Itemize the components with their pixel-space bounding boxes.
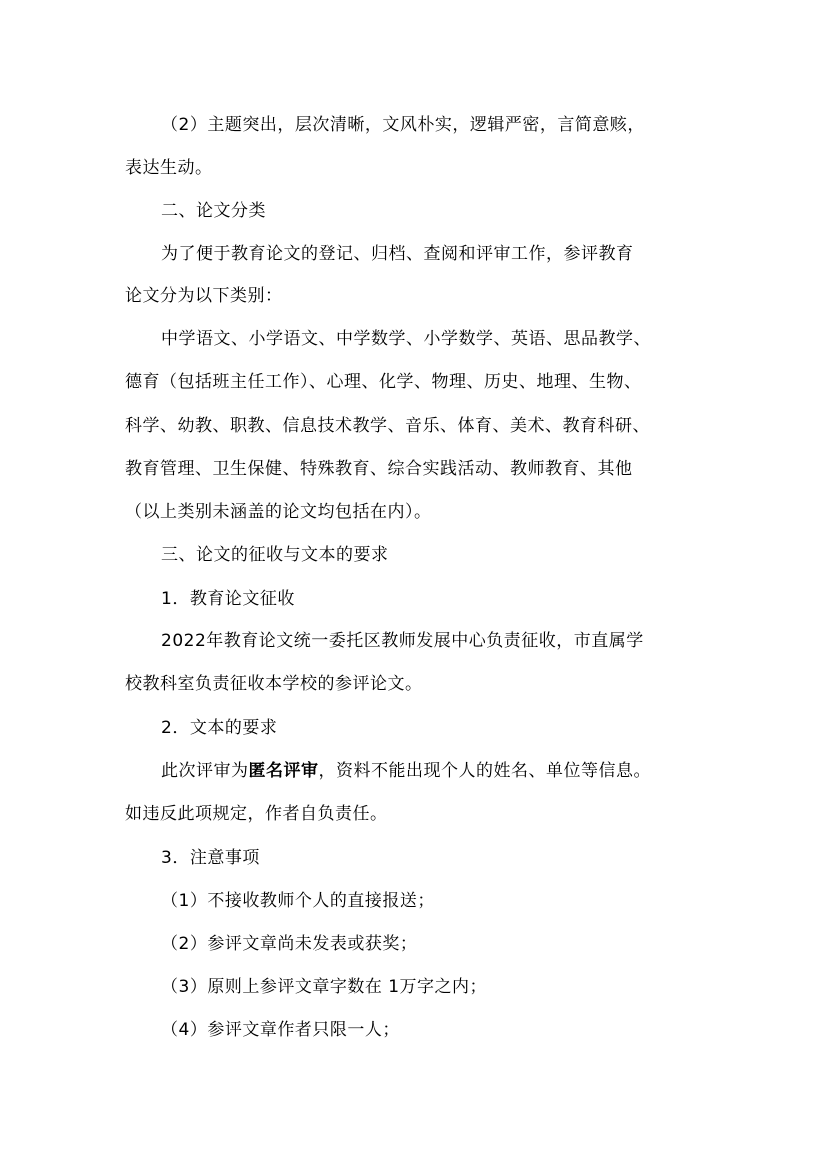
paragraph-line	[125, 502, 432, 522]
text-segment: 此次评审为	[161, 761, 249, 781]
text-segment: （以上类别未涵盖的论文均包括在内）。	[125, 502, 432, 522]
text-segment: （2）参评文章尚未发表或获奖；	[161, 934, 418, 954]
paragraph-line	[125, 674, 423, 694]
text-segment: （4）参评文章作者只限一人；	[161, 1020, 400, 1040]
paragraph-line	[125, 286, 283, 306]
paragraph-line	[161, 891, 435, 911]
text-segment: 二、论文分类	[161, 201, 266, 221]
paragraph-line	[161, 545, 389, 565]
text-segment: （3）原则上参评文章字数在 1万字之内；	[161, 977, 488, 997]
text-segment: 2022年教育论文统一委托区教师发展中心负责征收，市直属学	[161, 631, 644, 651]
paragraph-line	[161, 761, 651, 781]
text-segment: ，资料不能出现个人的姓名、单位等信息。	[318, 761, 651, 781]
paragraph-line	[161, 115, 645, 135]
text-segment: 校教科室负责征收本学校的参评论文。	[125, 674, 423, 694]
text-segment: 1．教育论文征收	[161, 589, 295, 609]
text-segment: （1）不接收教师个人的直接报送；	[161, 891, 435, 911]
paragraph-line	[161, 201, 266, 221]
text-segment: 论文分为以下类别：	[125, 286, 283, 306]
text-segment: 德育（包括班主任工作）、心理、化学、物理、历史、地理、生物、	[125, 372, 642, 392]
text-segment: 中学语文、小学语文、中学数学、小学数学、英语、思品教学、	[161, 329, 651, 349]
paragraph-line	[161, 718, 277, 738]
paragraph-line	[125, 158, 213, 178]
text-segment: 2．文本的要求	[161, 718, 278, 738]
paragraph-line	[161, 1020, 400, 1040]
paragraph-line	[161, 589, 295, 609]
paragraph-line	[161, 977, 487, 997]
paragraph-line	[161, 934, 417, 954]
text-segment: 教育管理、卫生保健、特殊教育、综合实践活动、教师教育、其他	[125, 459, 633, 479]
paragraph-line	[125, 416, 650, 436]
text-segment: 表达生动。	[125, 158, 213, 178]
text-segment: 科学、幼教、职教、信息技术教学、音乐、体育、美术、教育科研、	[125, 416, 650, 436]
paragraph-line	[161, 848, 260, 868]
text-segment: 三、论文的征收与文本的要求	[161, 545, 389, 565]
text-segment: 如违反此项规定，作者自负责任。	[125, 804, 388, 824]
paragraph-line	[161, 329, 651, 349]
paragraph-line	[161, 631, 644, 651]
paragraph-line	[125, 459, 633, 479]
paragraph-line	[125, 804, 388, 824]
paragraph-line	[125, 372, 642, 392]
text-segment: 为了便于教育论文的登记、归档、查阅和评审工作，参评教育	[161, 244, 634, 264]
text-segment: （2）主题突出，层次清晰，文风朴实，逻辑严密，言简意赅，	[161, 115, 645, 135]
paragraph-line	[161, 244, 634, 264]
text-segment: 3．注意事项	[161, 848, 260, 868]
bold-text: 匿名评审	[248, 761, 319, 781]
